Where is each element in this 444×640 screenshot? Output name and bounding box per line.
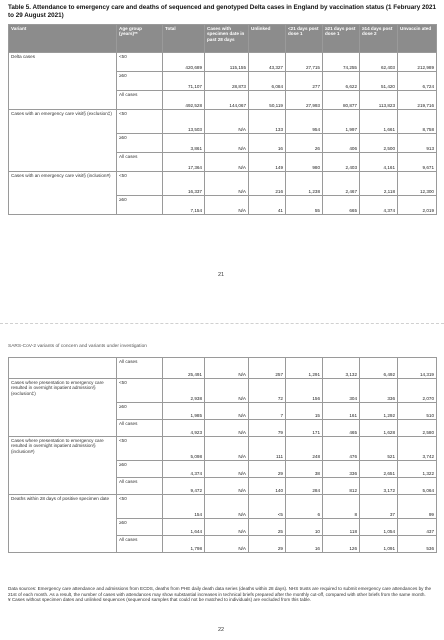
value-cell: 14,319 (398, 358, 437, 379)
value-cell: 2,938 (163, 379, 205, 403)
value-cell: 111 (249, 437, 286, 461)
value-cell: 27,993 (286, 91, 323, 110)
value-cell: 15 (286, 403, 323, 420)
value-cell: 2,500 (360, 134, 398, 153)
value-cell: 6,724 (398, 72, 437, 91)
value-cell: 2,403 (323, 153, 360, 172)
value-cell: 62,403 (360, 53, 398, 72)
value-cell: 28,873 (205, 72, 249, 91)
value-cell: 9,472 (163, 478, 205, 495)
value-cell: N/A (205, 153, 249, 172)
value-cell: 8 (323, 495, 360, 519)
value-cell: 336 (360, 379, 398, 403)
age-group-cell: All cases (117, 536, 163, 553)
age-group-cell: All cases (117, 91, 163, 110)
age-group-cell: <50 (117, 110, 163, 134)
value-cell: 257 (249, 358, 286, 379)
value-cell: 6,492 (360, 358, 398, 379)
footnote-data-sources: Data sources: Emergency care attendance and admissions from ECDS, deaths from PHE daily death data series (deaths within 28 days). NHS trusts are required to submit emergency care attendances by the 21st of each month. As a result, the number of cases with attendances may show substantial increases in technical briefs prepared after the monthly cut-off, compared with other briefs from the same month. (8, 586, 432, 597)
value-cell: 1,091 (360, 536, 398, 553)
value-cell: 3,742 (398, 437, 437, 461)
footnotes (8, 586, 436, 603)
value-cell: 38 (286, 461, 323, 478)
value-cell: 4,923 (163, 420, 205, 437)
value-cell: 126 (323, 536, 360, 553)
value-cell: 465 (323, 420, 360, 437)
value-cell: 219,716 (398, 91, 437, 110)
delta-cases-table-part-2 (8, 357, 437, 553)
table-row (9, 495, 437, 519)
value-cell: 29 (249, 536, 286, 553)
value-cell: 3,172 (360, 478, 398, 495)
value-cell: 16 (286, 536, 323, 553)
header-gte21-dose1: ≥21 days post dose 1 (323, 25, 360, 53)
value-cell: 10 (286, 519, 323, 536)
value-cell: 216 (249, 172, 286, 196)
value-cell: 171 (286, 420, 323, 437)
header-cases-specimen: Cases with specimen date in past 28 days (205, 25, 249, 53)
value-cell: 144,067 (205, 91, 249, 110)
value-cell: 536 (398, 536, 437, 553)
page-number: 22 (218, 627, 225, 633)
row-label-overnight-inclusion: Cases where presentation to emergency care resulted in overnight inpatient admission§ (inclusion#) (9, 437, 117, 495)
value-cell: 1,322 (398, 461, 437, 478)
value-cell: N/A (205, 358, 249, 379)
age-group-cell: ≥50 (117, 72, 163, 91)
value-cell: N/A (205, 172, 249, 196)
value-cell: 4,161 (360, 153, 398, 172)
value-cell: 212,989 (398, 53, 437, 72)
value-cell: 72 (249, 379, 286, 403)
value-cell: 665 (323, 196, 360, 215)
value-cell: 980 (286, 153, 323, 172)
page-number: 21 (218, 272, 225, 278)
value-cell: 161 (323, 403, 360, 420)
value-cell: 154 (163, 495, 205, 519)
age-group-cell: <50 (117, 379, 163, 403)
value-cell: 521 (360, 437, 398, 461)
row-label-visit-inclusion: Cases with an emergency care visit§ (inclusion#) (9, 172, 117, 215)
value-cell: 2,070 (398, 379, 437, 403)
value-cell: 1,798 (163, 536, 205, 553)
value-cell: 113,823 (360, 91, 398, 110)
header-total: Total (163, 25, 205, 53)
value-cell: 13,503 (163, 110, 205, 134)
value-cell: N/A (205, 379, 249, 403)
value-cell: N/A (205, 461, 249, 478)
age-group-cell: ≥50 (117, 196, 163, 215)
value-cell: N/A (205, 437, 249, 461)
value-cell: 26 (286, 134, 323, 153)
value-cell: 17,364 (163, 153, 205, 172)
value-cell: 37 (360, 495, 398, 519)
value-cell: 99 (398, 495, 437, 519)
value-cell: 12,300 (398, 172, 437, 196)
value-cell: 115,155 (205, 53, 249, 72)
value-cell: 149 (249, 153, 286, 172)
value-cell: 1,644 (163, 519, 205, 536)
value-cell: 16 (249, 134, 286, 153)
running-header: SARS-CoV-2 variants of concern and variants under investigation (8, 344, 147, 349)
value-cell: 954 (286, 110, 323, 134)
row-label-visit-exclusion: Cases with an emergency care visit§ (exclusion‡) (9, 110, 117, 172)
header-gte14-dose2: ≥14 days post dose 2 (360, 25, 398, 53)
value-cell: 1,291 (286, 358, 323, 379)
value-cell: 7 (249, 403, 286, 420)
table-row (9, 53, 437, 72)
value-cell: 7,154 (163, 196, 205, 215)
age-group-cell: All cases (117, 358, 163, 379)
table-row (9, 358, 437, 379)
value-cell: 43,327 (249, 53, 286, 72)
value-cell: 8,758 (398, 110, 437, 134)
age-group-cell: All cases (117, 153, 163, 172)
age-group-cell: ≥50 (117, 403, 163, 420)
value-cell: 6,622 (323, 72, 360, 91)
header-age-group: Age group (years)** (117, 25, 163, 53)
age-group-cell: <50 (117, 437, 163, 461)
age-group-cell: <50 (117, 495, 163, 519)
header-lt21-dose1: <21 days post dose 1 (286, 25, 323, 53)
age-group-cell: All cases (117, 420, 163, 437)
value-cell: 25 (249, 519, 286, 536)
value-cell: N/A (205, 478, 249, 495)
value-cell: 5,098 (163, 437, 205, 461)
value-cell: 79 (249, 420, 286, 437)
value-cell: 80,877 (323, 91, 360, 110)
value-cell: 1,661 (360, 110, 398, 134)
value-cell: 156 (286, 379, 323, 403)
value-cell: 16,337 (163, 172, 205, 196)
value-cell: 4,374 (163, 461, 205, 478)
header-variant: Variant (9, 25, 117, 53)
value-cell: 913 (398, 134, 437, 153)
value-cell: 812 (323, 478, 360, 495)
value-cell: 27,715 (286, 53, 323, 72)
value-cell: 71,107 (163, 72, 205, 91)
value-cell: 29 (249, 461, 286, 478)
value-cell: 510 (398, 403, 437, 420)
value-cell: 6,084 (249, 72, 286, 91)
row-label-continued (9, 358, 117, 379)
value-cell: N/A (205, 495, 249, 519)
row-label-deaths: Deaths within 28 days of positive specimen date (9, 495, 117, 553)
value-cell: 1,292 (360, 403, 398, 420)
value-cell: <5 (249, 495, 286, 519)
table-row (9, 172, 437, 196)
table-row (9, 110, 437, 134)
page-divider (0, 323, 444, 324)
age-group-cell: <50 (117, 53, 163, 72)
value-cell: 1,628 (360, 420, 398, 437)
value-cell: N/A (205, 110, 249, 134)
header-unvaccinated: Unvaccin ated (398, 25, 437, 53)
age-group-cell: All cases (117, 478, 163, 495)
value-cell: 2,580 (398, 420, 437, 437)
table-row (9, 379, 437, 403)
value-cell: 3,861 (163, 134, 205, 153)
value-cell: 74,255 (323, 53, 360, 72)
value-cell: 5,064 (398, 478, 437, 495)
value-cell: 336 (323, 461, 360, 478)
value-cell: 51,420 (360, 72, 398, 91)
value-cell: 406 (323, 134, 360, 153)
value-cell: 55 (286, 196, 323, 215)
value-cell: 248 (286, 437, 323, 461)
age-group-cell: ≥50 (117, 461, 163, 478)
value-cell: 284 (286, 478, 323, 495)
value-cell: 9,671 (398, 153, 437, 172)
value-cell: 1,997 (323, 110, 360, 134)
age-group-cell: <50 (117, 172, 163, 196)
value-cell: 50,119 (249, 91, 286, 110)
value-cell: 1,238 (286, 172, 323, 196)
age-group-cell: ≥50 (117, 519, 163, 536)
value-cell: 420,689 (163, 53, 205, 72)
value-cell: 1,054 (360, 519, 398, 536)
value-cell: 118 (323, 519, 360, 536)
value-cell: 6 (286, 495, 323, 519)
value-cell: 2,019 (398, 196, 437, 215)
value-cell: 3,132 (323, 358, 360, 379)
table-title: Table 5. Attendance to emergency care and deaths of sequenced and genotyped Delta cases in England by vaccination status (1 February 2021 to 29 August 2021) (8, 4, 436, 19)
value-cell: 437 (398, 519, 437, 536)
value-cell: 2,118 (360, 172, 398, 196)
value-cell: 25,491 (163, 358, 205, 379)
delta-cases-table-part-1 (8, 24, 437, 215)
value-cell: 133 (249, 110, 286, 134)
value-cell: 277 (286, 72, 323, 91)
age-group-cell: ≥50 (117, 134, 163, 153)
value-cell: 492,528 (163, 91, 205, 110)
value-cell: N/A (205, 403, 249, 420)
value-cell: N/A (205, 196, 249, 215)
value-cell: 4,374 (360, 196, 398, 215)
row-label-overnight-exclusion: Cases where presentation to emergency care resulted in overnight inpatient admission§ (exclusion‡) (9, 379, 117, 437)
footnote-exclusion-note: ¥ Cases without specimen dates and unlinked sequences (sequenced samples that could not be matched to individuals) are excluded from this table. (8, 597, 312, 603)
value-cell: 2,467 (323, 172, 360, 196)
value-cell: 476 (323, 437, 360, 461)
table-row (9, 437, 437, 461)
value-cell: N/A (205, 134, 249, 153)
value-cell: N/A (205, 536, 249, 553)
value-cell: N/A (205, 420, 249, 437)
header-unlinked: Unlinked (249, 25, 286, 53)
value-cell: N/A (205, 519, 249, 536)
value-cell: 41 (249, 196, 286, 215)
value-cell: 140 (249, 478, 286, 495)
value-cell: 1,985 (163, 403, 205, 420)
row-label-delta-cases: Delta cases (9, 53, 117, 110)
value-cell: 304 (323, 379, 360, 403)
value-cell: 2,651 (360, 461, 398, 478)
header-row (9, 25, 437, 53)
